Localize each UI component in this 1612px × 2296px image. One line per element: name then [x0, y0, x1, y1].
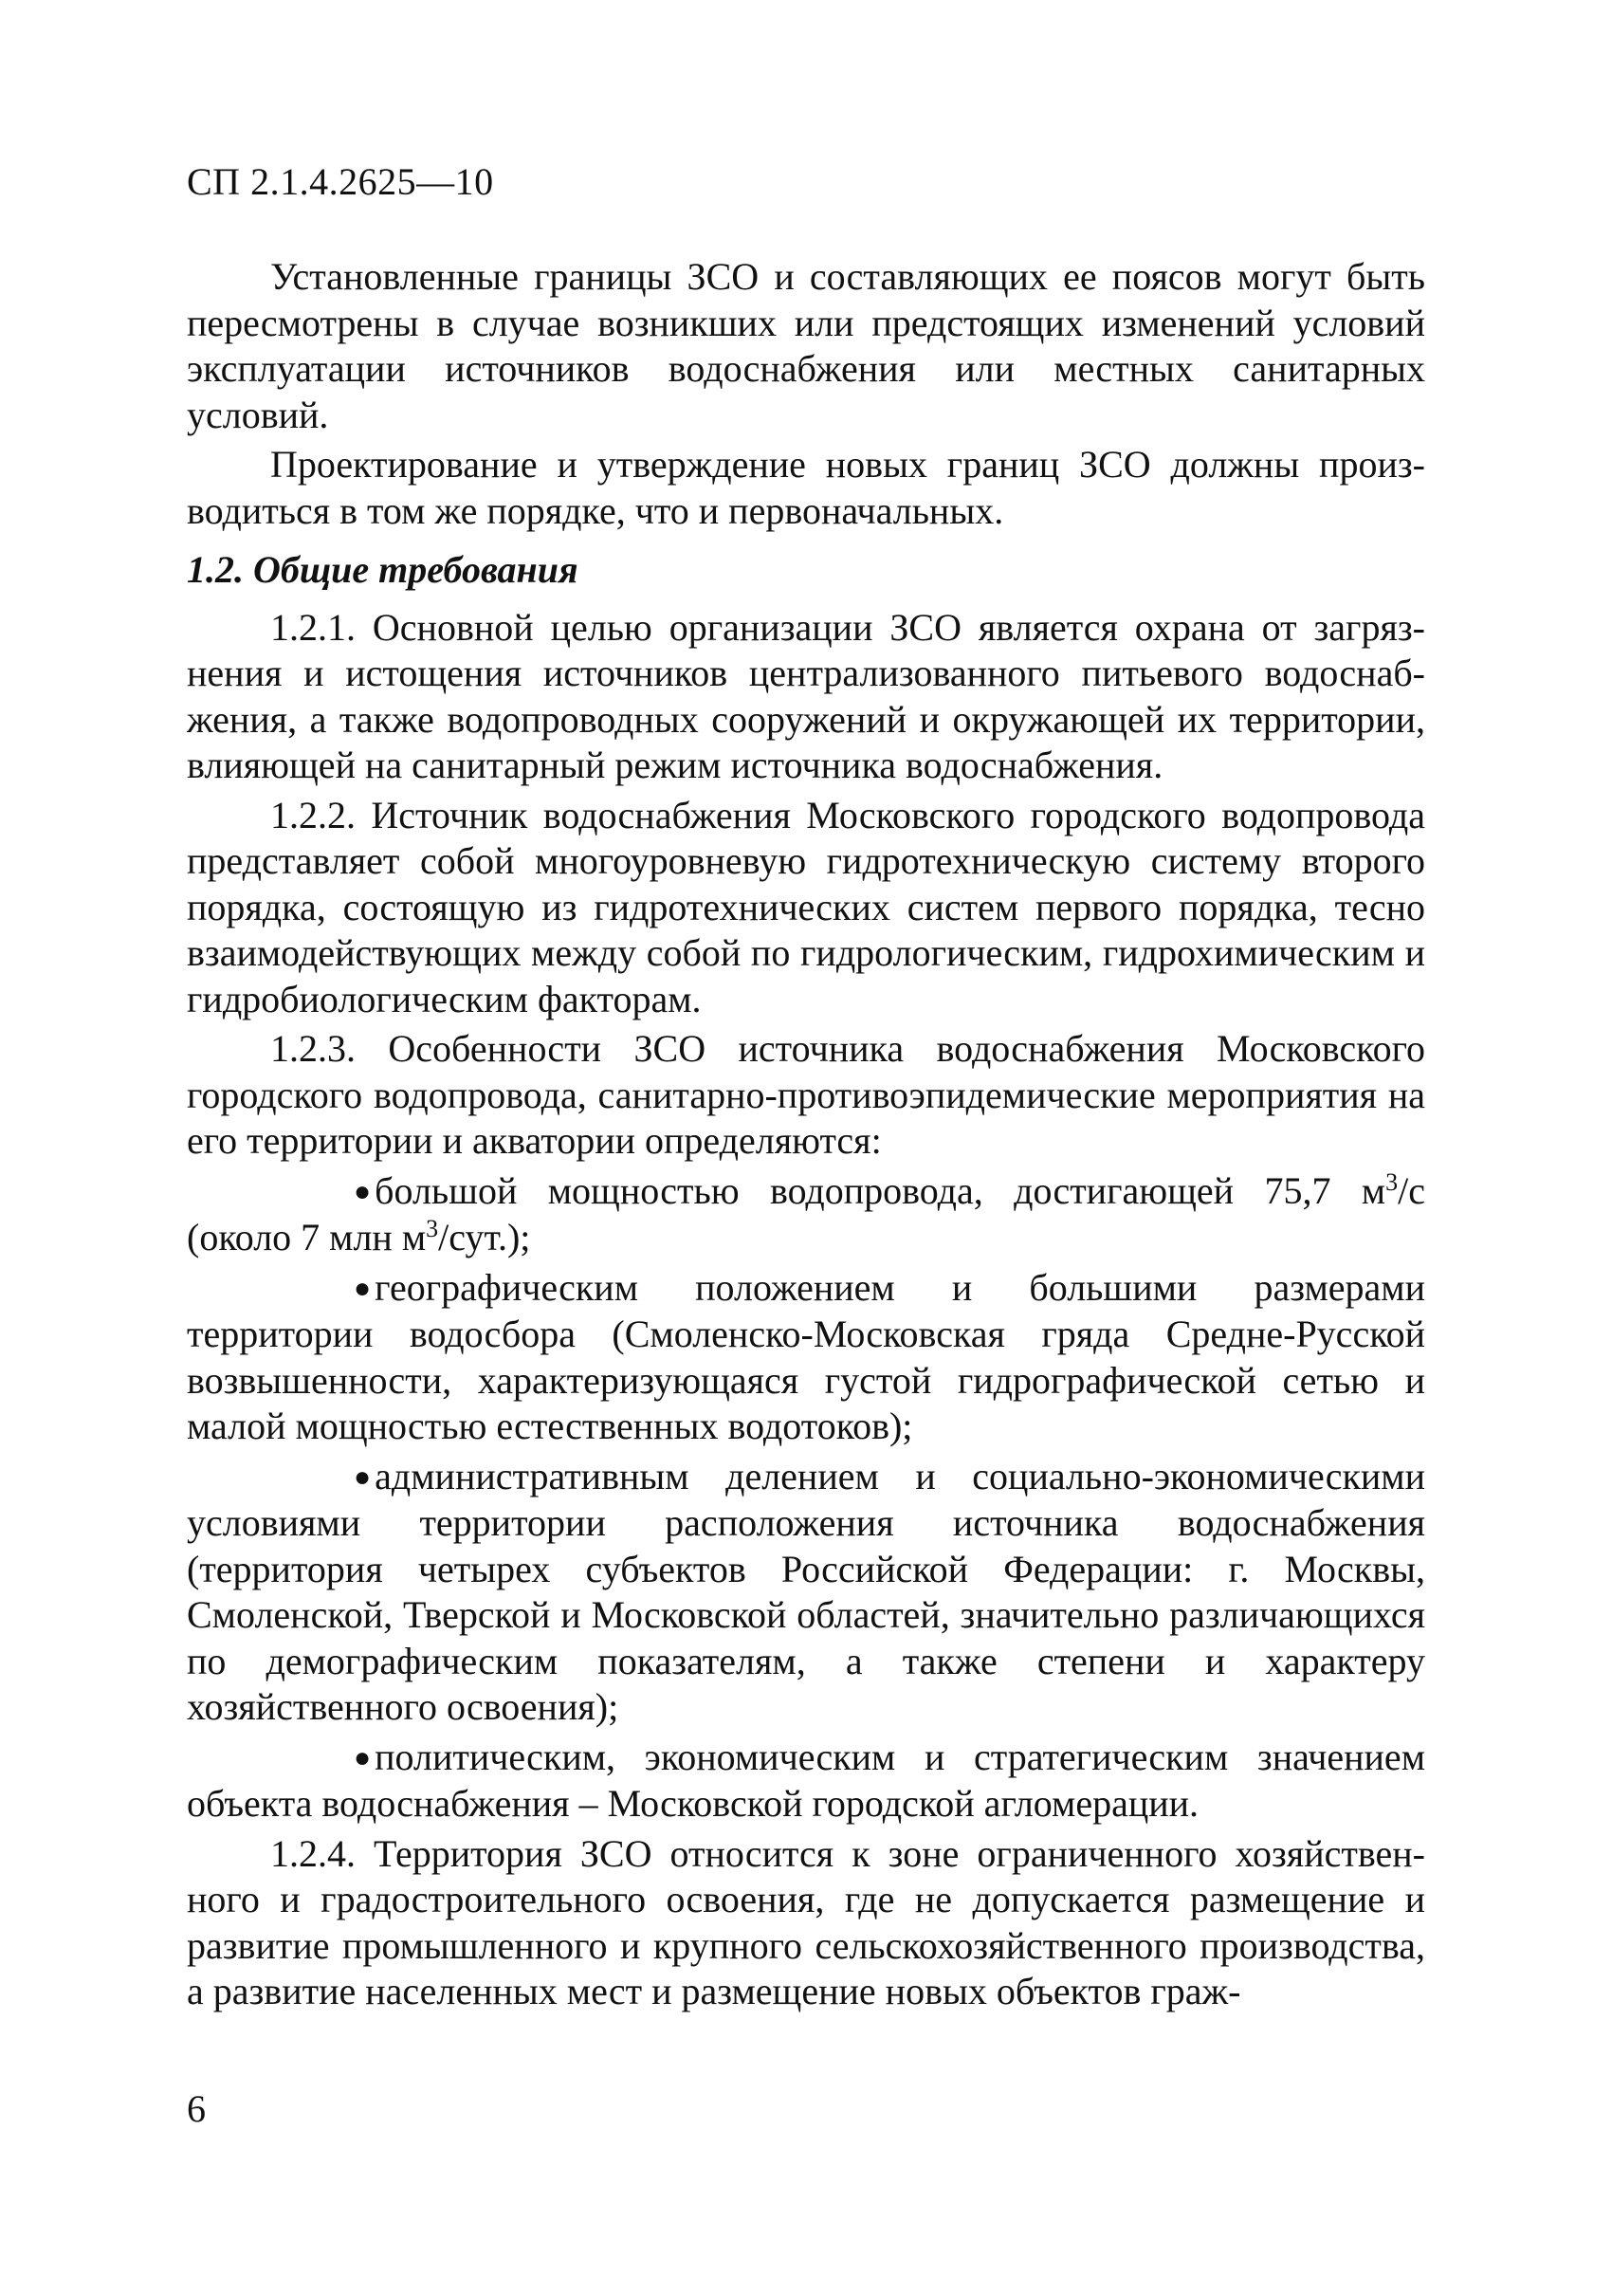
bullet-text: /с (около 7 млн м	[187, 1168, 1425, 1258]
superscript: 3	[1385, 1167, 1399, 1196]
bullet-item-politics	[187, 1735, 1425, 1828]
section-heading: 1.2. Общие требования	[187, 548, 578, 591]
item-1-2-3: 1.2.3. Особенности ЗСО источника водоснабжения Московского городского водопровода, санитарно-противоэпидемические мероприятия на его территории и акватории определяются:	[187, 1027, 1425, 1162]
bullet-icon: ●	[354, 1272, 372, 1304]
page-number: 6	[187, 2087, 206, 2130]
bullet-text: политическим, экономическим и стратегическим значением объекта водоснабжения – Московской городской агломерации.	[187, 1735, 1425, 1825]
bullet-item-administration	[187, 1454, 1425, 1731]
item-1-2-4: 1.2.4. Территория ЗСО относится к зоне ограниченного хозяйственного и градостроительного освоения, где не допускается размещение и развитие промышленного и крупного сельскохозяйственного производства, а развитие населенных мест и размещение новых объектов граж-	[187, 1831, 1425, 2012]
item-1-2-2: 1.2.2. Источник водоснабжения Московского городского водопровода представляет собой многоуровневую гидротехническую систему второго порядка, состоящую из гидротехнических систем первого порядка, тесно взаимодействующих между собой по гидрологическим, гидрохимическим и гидробиологическим факторам.	[187, 793, 1425, 1020]
document-code: СП 2.1.4.2625—10	[187, 160, 494, 203]
superscript: 3	[426, 1215, 439, 1242]
paragraph-borders-revision: Установленные границы ЗСО и составляющих ее поясов могут быть пересмотрены в случае возникших или предстоящих изменений условий эксплуатации источников водоснабжения или местных санитарных условий.	[187, 255, 1425, 436]
bullet-text: административным делением и социально-экономическими условиями территории расположения источника водоснабжения (территория четырех субъектов Российской Федерации: г. Москвы, Смоленской, Тверской и Московской областей, значительно различающихся по демографическим показателям, а также степени и характеру хозяйственного освоения);	[187, 1454, 1425, 1728]
bullet-text: большой мощностью водопровода, достигающей 75,7 м	[375, 1168, 1386, 1212]
bullet-icon: ●	[354, 1741, 372, 1773]
paragraph-borders-approval: Проектирование и утверждение новых границ ЗСО должны производиться в том же порядке, что и первоначальных.	[187, 443, 1425, 532]
bullet-item-geography	[187, 1265, 1425, 1450]
bullet-text: географическим положением и большими размерами территории водосбора (Смоленско-Московская гряда Средне-Русской возвышенности, характеризующаяся густой гидрографической сетью и малой мощностью естественных водотоков);	[187, 1265, 1425, 1447]
document-body	[187, 254, 1425, 2019]
bullet-text: /сут.);	[438, 1216, 531, 1258]
bullet-item-capacity	[187, 1168, 1425, 1261]
item-1-2-1: 1.2.1. Основной целью организации ЗСО является охрана от загрязнения и истощения источников централизованного питьевого водоснабжения, а также водопроводных сооружений и окружающей их территории, влияющей на санитарный режим источника водоснабжения.	[187, 605, 1425, 786]
bullet-icon: ●	[354, 1175, 372, 1207]
bullet-icon: ●	[354, 1460, 372, 1493]
